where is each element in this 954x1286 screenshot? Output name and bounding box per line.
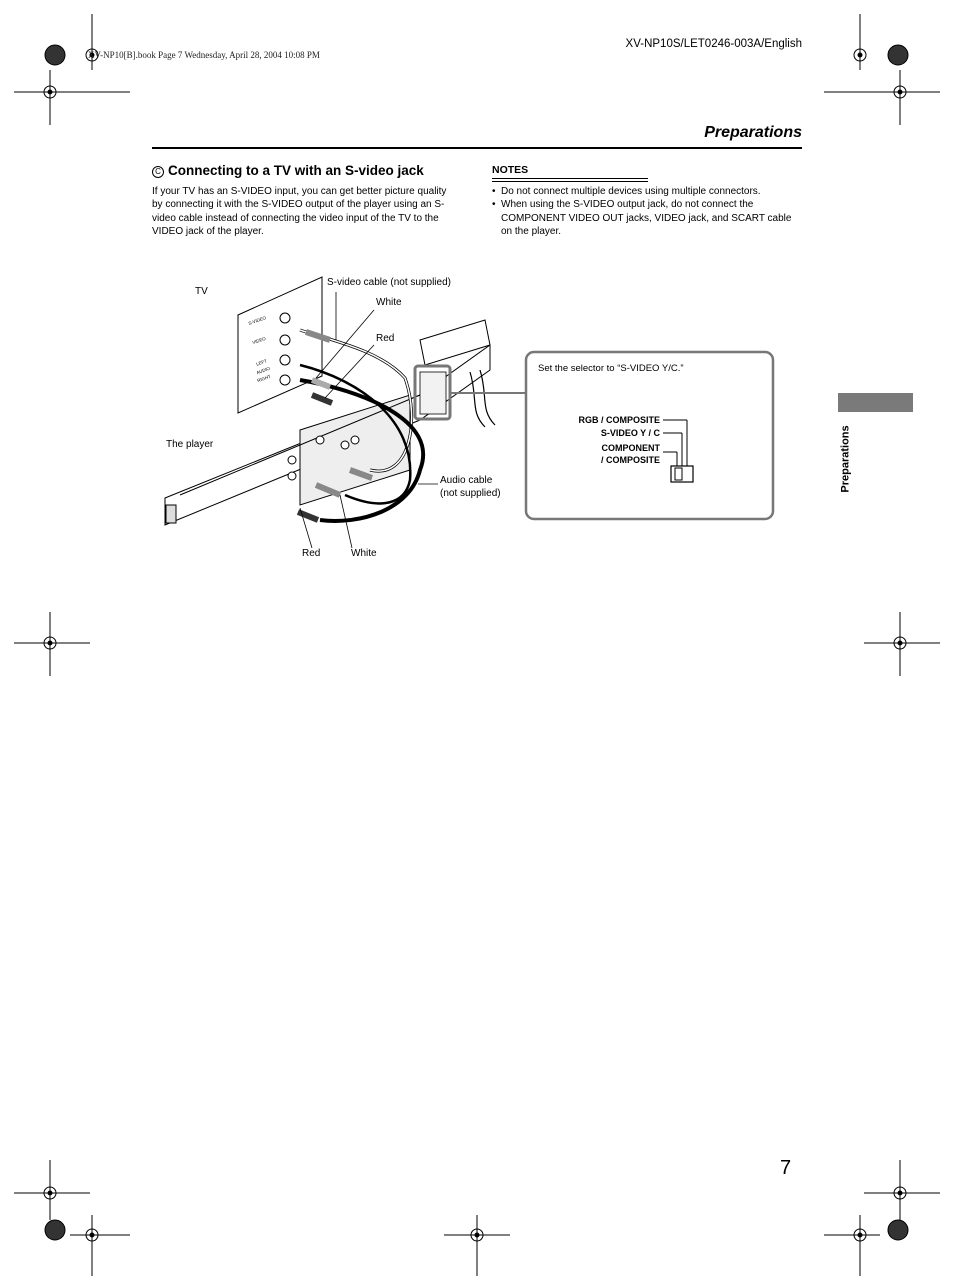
switch-svideo-label: S-VIDEO Y / C [600,428,660,438]
audio-cable-label: Audio cable [440,475,493,486]
white-top-label: White [376,297,402,308]
switch-rgb-label: RGB / COMPOSITE [578,415,660,425]
registration-mark-mid-right [864,612,940,676]
white-bottom-label: White [351,548,377,559]
notes-list [492,185,792,239]
registration-mark-top-left [14,14,130,125]
side-tab-label: Preparations [839,425,852,493]
switch-composite-label: / COMPOSITE [600,455,660,465]
note-item: • When using the S-VIDEO output jack, do not connect the COMPONENT VIDEO OUT jacks, VIDEO jack, and SCART cable on the player. [492,198,792,238]
switch-component-label: COMPONENT [601,443,660,453]
section-letter: C [152,166,164,178]
tv-jack-label: LEFT [255,358,268,367]
tv-jack-label: S-VIDEO [247,314,267,327]
page-number: 7 [780,1157,792,1179]
registration-mark-bottom-center [444,1215,510,1276]
tv-jack-label: VIDEO [251,335,267,346]
tv-jack-label: AUDIO [255,365,271,376]
tv-panel [238,277,322,413]
red-top-label: Red [376,333,395,344]
section-heading-text: Connecting to a TV with an S-video jack [168,163,424,178]
note-item: • Do not connect multiple devices using multiple connectors. [492,185,792,198]
svideo-cable-label: S-video cable (not supplied) [327,277,451,288]
registration-mark-bottom-right [824,1160,940,1276]
notes-title: NOTES [492,164,529,176]
section-body: If your TV has an S-VIDEO input, you can get better picture quality by connecting it with the S-VIDEO output of the player using an S-video cable instead of connecting the video input of the TV to the VIDEO jack of the player. [152,186,447,238]
book-line: XV-NP10[B].book Page 7 Wednesday, April 28, 2004 10:08 PM [88,50,320,60]
selector-note: Set the selector to “S-VIDEO Y/C.” [538,363,684,374]
document-id: XV-NP10S/LET0246-003A/English [625,38,802,50]
side-tab [838,422,852,502]
header-rule [152,147,802,149]
audio-cable-note: (not supplied) [440,488,501,499]
red-bottom-label: Red [302,548,321,559]
registration-mark-mid-left [14,612,90,676]
side-tab-marker [838,393,913,412]
registration-mark-bottom-left [14,1160,130,1276]
registration-mark-top-right [824,14,940,125]
section-title: Preparations [704,124,802,141]
section-heading [152,163,424,178]
player-label: The player [166,439,214,450]
notes-rule [492,178,648,179]
notes-rule [492,181,648,182]
tv-jack-label: RIGHT [256,373,272,384]
tv-label: TV [195,286,208,297]
